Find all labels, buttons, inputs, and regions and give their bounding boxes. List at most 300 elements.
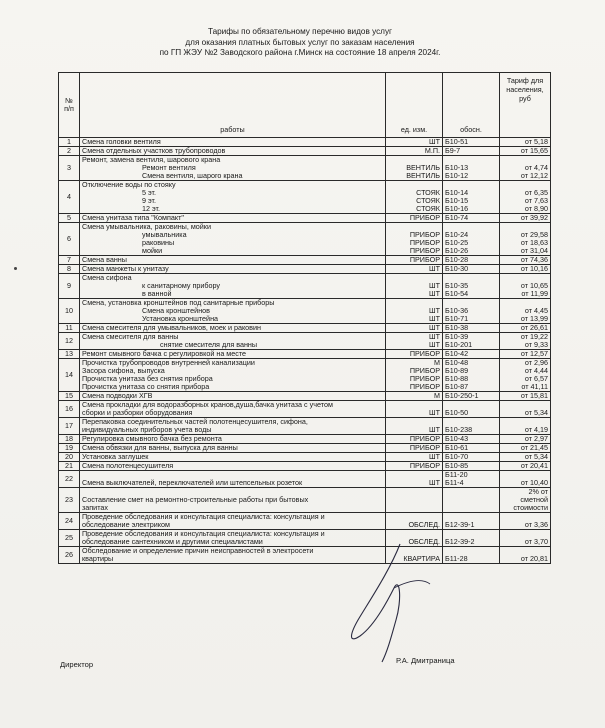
row-work-cell	[80, 392, 386, 401]
row-work-line: Регулировка смывного бачка без ремонта	[82, 434, 222, 443]
row-code-line: Б10-13	[445, 163, 469, 172]
row-work-cell	[80, 299, 386, 324]
row-unit-cell	[386, 401, 443, 418]
row-code-cell	[443, 350, 500, 359]
row-price-line: от 21,45	[520, 443, 548, 452]
row-price-line: сметной	[520, 495, 548, 504]
row-work-line: обследование сантехником и другими специалистами	[82, 537, 263, 546]
row-code-line: Б11-28	[445, 554, 468, 563]
row-work-line: Проведение обследования и консультация специалиста: консультация и	[82, 512, 325, 521]
row-work-cell	[80, 333, 386, 350]
row-work-cell	[80, 359, 386, 392]
row-work-line: Обследование и определение причин неисправностей в электросети	[82, 546, 314, 555]
row-unit-line: ВЕНТИЛЬ	[406, 171, 440, 180]
row-work-cell	[80, 256, 386, 265]
row-code-line	[445, 504, 497, 512]
row-unit-line: ШТ	[429, 452, 440, 461]
row-unit-cell	[386, 156, 443, 181]
row-number: 15	[59, 392, 80, 401]
row-work-line: Составление смет на ремонтно-строительные работы при бытовых	[82, 495, 309, 504]
table-row	[59, 138, 551, 147]
row-code-line: Б10-16	[445, 204, 469, 213]
row-unit-cell	[386, 214, 443, 223]
row-code-cell	[443, 147, 500, 156]
table-row	[59, 453, 551, 462]
row-price-line: от 12,12	[520, 171, 548, 180]
row-code-line: Б12-39-1	[445, 520, 475, 529]
row-work-cell	[80, 350, 386, 359]
row-unit-cell	[386, 392, 443, 401]
row-price-line: от 74,36	[520, 255, 548, 264]
title-line-2: для оказания платных бытовых услуг по заказам населения	[185, 37, 415, 47]
row-code-cell	[443, 299, 500, 324]
row-unit-cell	[386, 181, 443, 214]
row-work-cell	[80, 453, 386, 462]
row-number: 4	[59, 181, 80, 214]
row-number: 22	[59, 471, 80, 488]
tariff-table	[58, 72, 551, 564]
row-unit-line: ПРИБОР	[409, 374, 440, 383]
row-code-cell	[443, 214, 500, 223]
row-unit-line: ШТ	[429, 314, 440, 323]
row-code-cell	[443, 462, 500, 471]
row-unit-line: СТОЯК	[416, 188, 440, 197]
row-code-cell	[443, 444, 500, 453]
row-price-line: от 12,57	[520, 349, 548, 358]
row-unit-cell	[386, 444, 443, 453]
row-unit-line: ШТ	[429, 323, 440, 332]
row-work-line: Прочистка унитаза со снятия прибора	[82, 382, 210, 391]
row-unit-cell	[386, 350, 443, 359]
row-unit-line: ШТ	[429, 332, 440, 341]
row-code-cell	[443, 418, 500, 435]
row-unit-line: СТОЯК	[416, 204, 440, 213]
row-code-line: Б11-4	[445, 478, 464, 487]
row-price-line: от 3,36	[524, 520, 548, 529]
row-work-cell	[80, 401, 386, 418]
row-price-line: от 26,61	[520, 323, 548, 332]
row-work-cell	[80, 181, 386, 214]
row-work-line: Смена смесителя для умывальников, моек и раковин	[82, 323, 261, 332]
row-price-cell	[500, 453, 551, 462]
table-row	[59, 392, 551, 401]
row-code-line: Б9-7	[445, 146, 461, 155]
table-row	[59, 401, 551, 418]
row-price-cell	[500, 274, 551, 299]
row-unit-line: М.П.	[424, 146, 440, 155]
row-price-cell	[500, 181, 551, 214]
table-row	[59, 462, 551, 471]
row-unit-line: ШТ	[429, 289, 440, 298]
table-row	[59, 299, 551, 324]
row-work-line: Прочистка унитаза без снятия прибора	[82, 374, 213, 383]
row-unit-line	[388, 504, 440, 512]
row-unit-cell	[386, 359, 443, 392]
row-code-cell	[443, 324, 500, 333]
row-number: 19	[59, 444, 80, 453]
row-work-line: индивидуальных приборов учета воды	[82, 425, 212, 434]
row-work-line: сборки и разборки оборудования	[82, 408, 193, 417]
row-work-line: Смена головки вентиля	[82, 137, 161, 146]
row-number: 16	[59, 401, 80, 418]
row-code-cell	[443, 435, 500, 444]
row-unit-line: ПРИБОР	[409, 434, 440, 443]
row-unit-line: М	[434, 391, 440, 400]
row-unit-line: СТОЯК	[416, 196, 440, 205]
row-code-cell	[443, 513, 500, 530]
ink-dot	[14, 267, 17, 270]
row-work-line: запитах	[82, 503, 109, 512]
row-work-line: Установка заглушек	[82, 452, 149, 461]
row-unit-line: ШТ	[429, 137, 440, 146]
row-work-line: Установка кронштейна	[142, 314, 219, 323]
row-code-line	[445, 488, 497, 496]
row-price-cell	[500, 418, 551, 435]
row-number: 12	[59, 333, 80, 350]
row-unit-line: ПРИБОР	[409, 238, 440, 247]
row-work-line: Ремонт вентиля	[142, 163, 196, 172]
row-code-line: Б10-54	[445, 289, 469, 298]
row-price-line: от 15,81	[520, 391, 548, 400]
row-work-line: Смена унитаза типа "Компакт"	[82, 213, 184, 222]
row-price-line: от 39,92	[520, 213, 548, 222]
row-work-line: Смена кронштейнов	[142, 306, 210, 315]
row-work-cell	[80, 513, 386, 530]
row-work-line: Смена манжеты к унитазу	[82, 264, 169, 273]
row-work-line: Смена вентиля, шарого крана	[142, 171, 243, 180]
row-number: 14	[59, 359, 80, 392]
row-price-line: 2% от	[528, 487, 548, 496]
row-code-cell	[443, 359, 500, 392]
row-unit-line: ШТ	[429, 425, 440, 434]
row-price-line: от 13,99	[520, 314, 548, 323]
table-row	[59, 418, 551, 435]
row-number: 21	[59, 462, 80, 471]
row-code-line: Б10-43	[445, 434, 469, 443]
row-code-cell	[443, 333, 500, 350]
header-price: Тариф для населения, руб	[500, 73, 551, 138]
row-work-line: Смена выключателей, переключателей или штепсельных розеток	[82, 478, 303, 487]
table-row	[59, 181, 551, 214]
row-unit-line: КВАРТИРА	[403, 554, 440, 563]
row-number: 24	[59, 513, 80, 530]
row-price-cell	[500, 333, 551, 350]
row-price-line: от 31,04	[520, 246, 548, 255]
row-code-line: Б10-12	[445, 171, 469, 180]
row-code-cell	[443, 392, 500, 401]
row-work-cell	[80, 265, 386, 274]
row-unit-line: ШТ	[429, 281, 440, 290]
row-code-line: Б10-38	[445, 323, 469, 332]
row-number: 1	[59, 138, 80, 147]
row-price-line: от 15,65	[520, 146, 548, 155]
row-work-cell	[80, 471, 386, 488]
table-body	[59, 138, 551, 564]
row-price-line: от 4,44	[524, 366, 548, 375]
row-unit-line: ОБСЛЕД.	[408, 537, 440, 546]
row-work-cell	[80, 488, 386, 513]
table-row	[59, 547, 551, 564]
row-price-cell	[500, 513, 551, 530]
table-row	[59, 350, 551, 359]
row-code-line: Б10-250-1	[445, 391, 479, 400]
table-row	[59, 444, 551, 453]
row-work-line: раковины	[142, 238, 175, 247]
row-code-cell	[443, 274, 500, 299]
table-row	[59, 147, 551, 156]
row-work-line: 9 эт.	[142, 196, 156, 205]
row-work-line: Смена прокладки для водоразборных кранов,душа,бачка унитаза с учетом	[82, 400, 333, 409]
row-number: 7	[59, 256, 80, 265]
row-work-cell	[80, 156, 386, 181]
row-work-line: Смена, установка кронштейнов под санитарные приборы	[82, 298, 275, 307]
row-code-line: Б10-26	[445, 246, 469, 255]
row-code-line: Б10-50	[445, 408, 469, 417]
row-number: 13	[59, 350, 80, 359]
signature-scribble	[330, 537, 450, 670]
row-price-cell	[500, 462, 551, 471]
row-code-line: Б12-39-2	[445, 537, 475, 546]
row-work-line: к санитарному прибору	[142, 281, 221, 290]
row-work-cell	[80, 274, 386, 299]
row-code-line: Б10-85	[445, 461, 469, 470]
row-unit-cell	[386, 256, 443, 265]
row-unit-line: ШТ	[429, 264, 440, 273]
table-row	[59, 513, 551, 530]
table-row	[59, 324, 551, 333]
row-work-line: 5 эт.	[142, 188, 156, 197]
row-unit-line: ПРИБОР	[409, 461, 440, 470]
row-work-line: 12 эт.	[142, 204, 160, 213]
header-work: работы	[80, 73, 386, 138]
row-price-cell	[500, 299, 551, 324]
row-price-cell	[500, 214, 551, 223]
row-work-line: мойки	[142, 246, 163, 255]
row-unit-cell	[386, 462, 443, 471]
row-work-cell	[80, 324, 386, 333]
table-row	[59, 471, 551, 488]
row-number: 20	[59, 453, 80, 462]
row-price-line: от 8,90	[524, 204, 548, 213]
row-price-line: от 10,16	[520, 264, 548, 273]
row-number: 11	[59, 324, 80, 333]
row-unit-line: ПРИБОР	[409, 366, 440, 375]
row-unit-line: ПРИБОР	[409, 246, 440, 255]
row-unit-cell	[386, 274, 443, 299]
row-work-line: Смена умывальника, раковины, мойки	[82, 222, 211, 231]
row-code-line: Б10-36	[445, 306, 469, 315]
row-unit-cell	[386, 453, 443, 462]
row-unit-cell	[386, 435, 443, 444]
row-work-line: в ванной	[142, 289, 172, 298]
row-number: 26	[59, 547, 80, 564]
row-price-line: от 10,65	[520, 281, 548, 290]
row-unit-line: ПРИБОР	[409, 230, 440, 239]
row-work-line: Смена ванны	[82, 255, 127, 264]
row-unit-cell	[386, 488, 443, 513]
row-work-cell	[80, 444, 386, 453]
table-row	[59, 256, 551, 265]
row-unit-line: ПРИБОР	[409, 443, 440, 452]
row-price-line: от 9,33	[524, 340, 548, 349]
row-work-cell	[80, 462, 386, 471]
document-title	[100, 27, 500, 59]
row-unit-line: ОБСЛЕД.	[408, 520, 440, 529]
row-code-cell	[443, 156, 500, 181]
row-code-line: Б10-87	[445, 382, 469, 391]
row-price-line: от 20,81	[520, 554, 548, 563]
title-line-3: по ГП ЖЭУ №2 Заводского района г.Минск на состояние 18 апреля 2024г.	[159, 48, 441, 57]
row-work-line: Смена отдельных участков трубопроводов	[82, 146, 226, 155]
row-code-line	[445, 496, 497, 504]
row-code-line: Б10-74	[445, 213, 469, 222]
row-work-line: Засора сифона, выпуска	[82, 366, 165, 375]
row-work-cell	[80, 147, 386, 156]
row-price-cell	[500, 488, 551, 513]
table-row	[59, 274, 551, 299]
row-number: 25	[59, 530, 80, 547]
row-price-line: от 5,34	[524, 408, 548, 417]
row-unit-line: ШТ	[429, 340, 440, 349]
row-price-line: от 2,97	[524, 434, 548, 443]
row-code-cell	[443, 138, 500, 147]
row-price-cell	[500, 156, 551, 181]
row-code-line: Б10-238	[445, 425, 473, 434]
row-work-line: Смена полотенцесушителя	[82, 461, 174, 470]
row-code-line: Б10-28	[445, 255, 469, 264]
row-work-line: Смена сифона	[82, 273, 132, 282]
row-number: 23	[59, 488, 80, 513]
row-code-cell	[443, 223, 500, 256]
row-price-line: от 5,34	[524, 452, 548, 461]
row-price-line: от 6,35	[524, 188, 548, 197]
row-unit-cell	[386, 333, 443, 350]
row-unit-cell	[386, 418, 443, 435]
row-code-line: Б10-24	[445, 230, 469, 239]
header-code: обосн.	[443, 73, 500, 138]
table-row	[59, 214, 551, 223]
row-number: 5	[59, 214, 80, 223]
row-work-line: Прочистка трубопроводов внутренней канализации	[82, 358, 255, 367]
row-number: 6	[59, 223, 80, 256]
row-unit-line: ПРИБОР	[409, 382, 440, 391]
row-price-line: стоимости	[513, 503, 548, 512]
row-price-cell	[500, 350, 551, 359]
row-code-cell	[443, 488, 500, 513]
row-code-line: Б10-48	[445, 358, 469, 367]
row-price-line: от 19,22	[520, 332, 548, 341]
row-work-cell	[80, 418, 386, 435]
row-unit-line: ШТ	[429, 306, 440, 315]
row-code-line: Б10-25	[445, 238, 469, 247]
row-work-line: Смена подводки ХГВ	[82, 391, 153, 400]
row-number: 2	[59, 147, 80, 156]
row-code-line: Б10-35	[445, 281, 469, 290]
row-code-cell	[443, 547, 500, 564]
row-price-line: от 41,11	[521, 382, 548, 391]
row-code-line: Б10-89	[445, 366, 469, 375]
row-price-cell	[500, 401, 551, 418]
row-price-cell	[500, 444, 551, 453]
row-code-cell	[443, 265, 500, 274]
row-price-cell	[500, 265, 551, 274]
row-code-cell	[443, 453, 500, 462]
footer-director-name: Р.А. Дмитраница	[396, 656, 455, 665]
footer-director-label: Директор	[60, 660, 94, 669]
row-price-cell	[500, 223, 551, 256]
row-unit-line: ШТ	[429, 408, 440, 417]
row-code-line: Б10-71	[445, 314, 469, 323]
row-unit-line: ПРИБОР	[409, 349, 440, 358]
row-code-cell	[443, 471, 500, 488]
row-work-cell	[80, 138, 386, 147]
row-number: 18	[59, 435, 80, 444]
table-row	[59, 530, 551, 547]
row-work-line: Перепаковка соединительных частей полотенцесушителя, сифона,	[82, 417, 308, 426]
row-unit-line	[388, 488, 440, 496]
row-price-line: от 20,41	[520, 461, 548, 470]
row-price-line: от 4,74	[524, 163, 548, 172]
row-price-line: от 4,45	[524, 306, 548, 315]
row-price-cell	[500, 530, 551, 547]
table-header-row	[59, 73, 551, 138]
row-work-line: квартиры	[82, 554, 114, 563]
row-price-line: от 4,19	[524, 425, 548, 434]
row-price-cell	[500, 359, 551, 392]
row-unit-cell	[386, 138, 443, 147]
row-number: 9	[59, 274, 80, 299]
row-unit-line: ПРИБОР	[409, 255, 440, 264]
row-price-line: от 6,57	[524, 374, 548, 383]
row-code-line: Б10-201	[445, 340, 473, 349]
row-code-line: Б10-15	[445, 196, 469, 205]
row-price-cell	[500, 138, 551, 147]
row-work-line: Ремонт смывного бачка с регулировкой на месте	[82, 349, 247, 358]
row-code-line: Б10-42	[445, 349, 469, 358]
row-unit-cell	[386, 324, 443, 333]
row-work-line: Отключение воды по стояку	[82, 180, 176, 189]
row-price-line: от 3,70	[524, 537, 548, 546]
row-work-cell	[80, 223, 386, 256]
table-row	[59, 359, 551, 392]
row-price-line: от 7,63	[524, 196, 548, 205]
row-price-cell	[500, 471, 551, 488]
row-price-cell	[500, 547, 551, 564]
table-row	[59, 156, 551, 181]
row-unit-cell	[386, 265, 443, 274]
row-price-cell	[500, 147, 551, 156]
row-price-cell	[500, 435, 551, 444]
row-price-line: от 11,99	[521, 289, 548, 298]
row-price-line: от 5,18	[524, 137, 548, 146]
row-number: 10	[59, 299, 80, 324]
row-unit-line	[388, 496, 440, 504]
row-code-line: Б11-20	[445, 470, 468, 479]
header-unit: ед. изм.	[386, 73, 443, 138]
row-unit-cell	[386, 147, 443, 156]
row-work-line: Смена обвязки для ванны, выпуска для ванны	[82, 443, 238, 452]
row-number: 3	[59, 156, 80, 181]
row-price-cell	[500, 324, 551, 333]
row-work-cell	[80, 435, 386, 444]
row-price-line: от 2,96	[524, 358, 548, 367]
row-code-cell	[443, 181, 500, 214]
row-unit-cell	[386, 299, 443, 324]
row-unit-line: ПРИБОР	[409, 213, 440, 222]
row-code-cell	[443, 401, 500, 418]
row-work-line: Смена смесителя для ванны	[82, 332, 179, 341]
row-unit-cell	[386, 223, 443, 256]
